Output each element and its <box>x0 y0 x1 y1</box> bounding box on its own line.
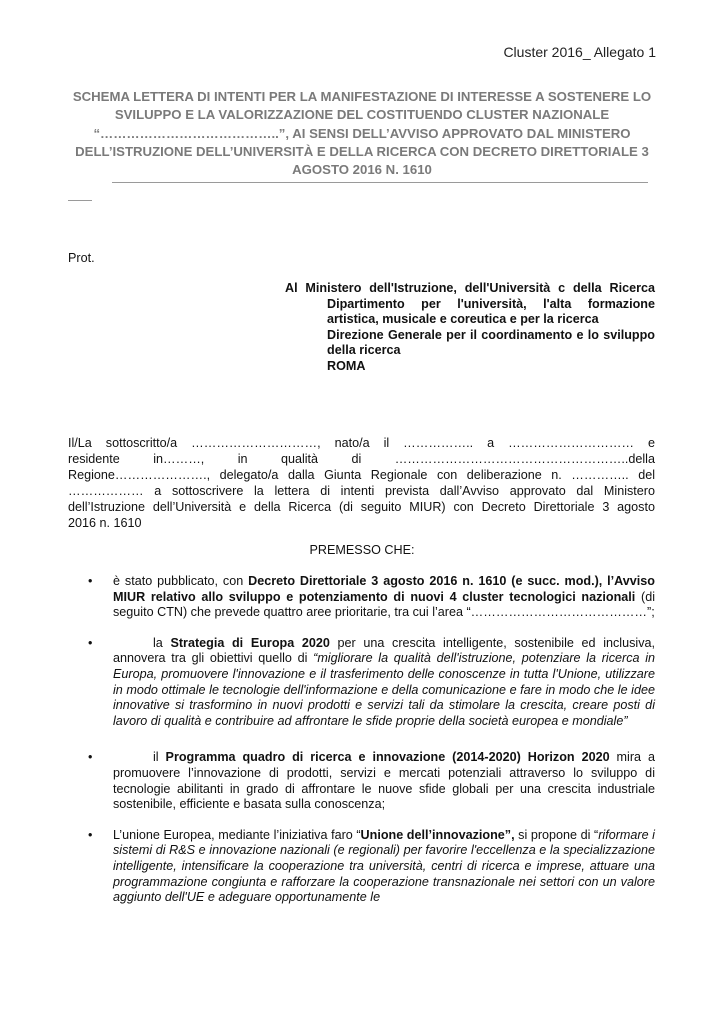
list-item <box>68 750 655 812</box>
intro-line: residente in………, in qualità di ………………………………………………..della <box>68 451 655 466</box>
annex-reference: Cluster 2016_ Allegato 1 <box>503 44 656 60</box>
item-emphasis: Programma quadro di ricerca e innovazione (2014-2020) Horizon 2020 <box>165 750 610 765</box>
intro-line: 2016 n. 1610 <box>68 515 142 530</box>
bullet-icon: • <box>88 635 93 650</box>
item-text: L’unione Europea, mediante l’iniziativa faro “ <box>113 827 361 842</box>
item-text: si propone di “ <box>514 827 599 842</box>
recipient-direction: Direzione Generale per il coordinamento e lo sviluppo della ricerca <box>327 327 655 358</box>
item-quote: “migliorare la qualità dell'istruzione, potenziare la ricerca in Europa, promuovere l'innovazione e il trasferimento delle conoscenze in tutta l'Unione, utilizzare in modo ottimale le tecnologie dell'informazione e della comunicazione e fare in modo che le idee innovative si trasformino in nuovi prodotti e servizi tali da stimolare la crescita, creare posti di lavoro di qualità e contribuire ad affrontare le sfide proprie della società europea e mondiale” <box>113 651 656 728</box>
item-quote: riformare i sistemi di R&S e innovazione nazionali (e regionali) per favorire l'eccellenza e la specializzazione intelligente, intensificare la cooperazione tra università, centri di ricerca e imprese, attuare una programmazione congiunta e rafforzare la cooperazione transnazionale nei settori con un valore aggiunto dell'UE e adeguare opportunamente le <box>113 827 655 905</box>
list-item <box>68 574 655 621</box>
item-text: il <box>153 750 166 765</box>
list-item <box>68 636 655 730</box>
recipient-city: ROMA <box>327 358 366 373</box>
premise-heading: PREMESSO CHE: <box>309 543 415 557</box>
item-text: mira a promuovere l’innovazione di prodotti, servizi e mercati potenziali attraverso lo sviluppo di tecnologie abilitanti in grado di affrontare le nuove sfide globali per una crescita industriale sostenibile, efficiente e basata sulla conoscenza; <box>113 750 655 812</box>
bullet-icon: • <box>88 574 93 588</box>
title-divider <box>112 182 648 183</box>
intro-line: Regione…………………., delegato/a dalla Giunta Regionale con deliberazione n. ………….. del <box>68 467 655 482</box>
bullet-icon: • <box>88 827 93 842</box>
intro-paragraph <box>68 436 655 531</box>
intro-line: ……………… a sottoscrivere la lettera di intenti prevista dall’Avviso approvato dal Ministero <box>68 483 655 498</box>
item-text: (di seguito CTN) che prevede quattro aree prioritarie, tra cui l’area “……………………………………”; <box>113 589 655 620</box>
item-emphasis: Unione dell’innovazione”, <box>360 827 515 842</box>
short-divider <box>68 200 92 201</box>
list-item <box>68 828 655 906</box>
recipient-ministry: Al Ministero dell'Istruzione, dell'Università c della Ricerca <box>285 281 655 295</box>
intro-line: dell’Istruzione dell’Università e della Ricerca (di seguito MIUR) con Decreto Direttoriale 3 agosto <box>68 499 655 514</box>
document-title: SCHEMA LETTERA DI INTENTI PER LA MANIFESTAZIONE DI INTERESSE A SOSTENERE LO SVILUPPO E LA VALORIZZAZIONE DEL COSTITUENDO CLUSTER NAZIONALE “…………………………………..”, AI SENSI DELL’AVVISO APPROVATO DAL MINISTERO DELL’ISTRUZIONE DELL’UNIVERSITÀ E DELLA RICERCA CON DECRETO DIRETTORIALE 3 AGOSTO 2016 N. 1610 <box>72 89 652 178</box>
item-emphasis: Strategia di Europa 2020 <box>170 635 330 650</box>
recipient-department: Dipartimento per l'università, l'alta formazione artistica, musicale e coreutica e per la ricerca <box>327 296 655 327</box>
premise-list <box>68 574 655 906</box>
bullet-icon: • <box>88 750 93 765</box>
intro-line: Il/La sottoscritto/a …………………………, nato/a il …………….. a ………………………… e <box>68 436 655 450</box>
item-text: la <box>153 635 171 650</box>
recipient-address <box>285 281 655 375</box>
item-text: per una crescita intelligente, sostenibile ed inclusiva, annovera tra gli obiettivi quello di <box>113 635 655 666</box>
item-emphasis: Decreto Direttoriale 3 agosto 2016 n. 1610 (e succ. mod.), l’Avviso MIUR relativo allo sviluppo e potenziamento di nuovi 4 cluster tecnologici nazionali <box>113 574 655 604</box>
item-text: è stato pubblicato, con <box>113 574 249 588</box>
protocol-label: Prot. <box>68 251 95 265</box>
